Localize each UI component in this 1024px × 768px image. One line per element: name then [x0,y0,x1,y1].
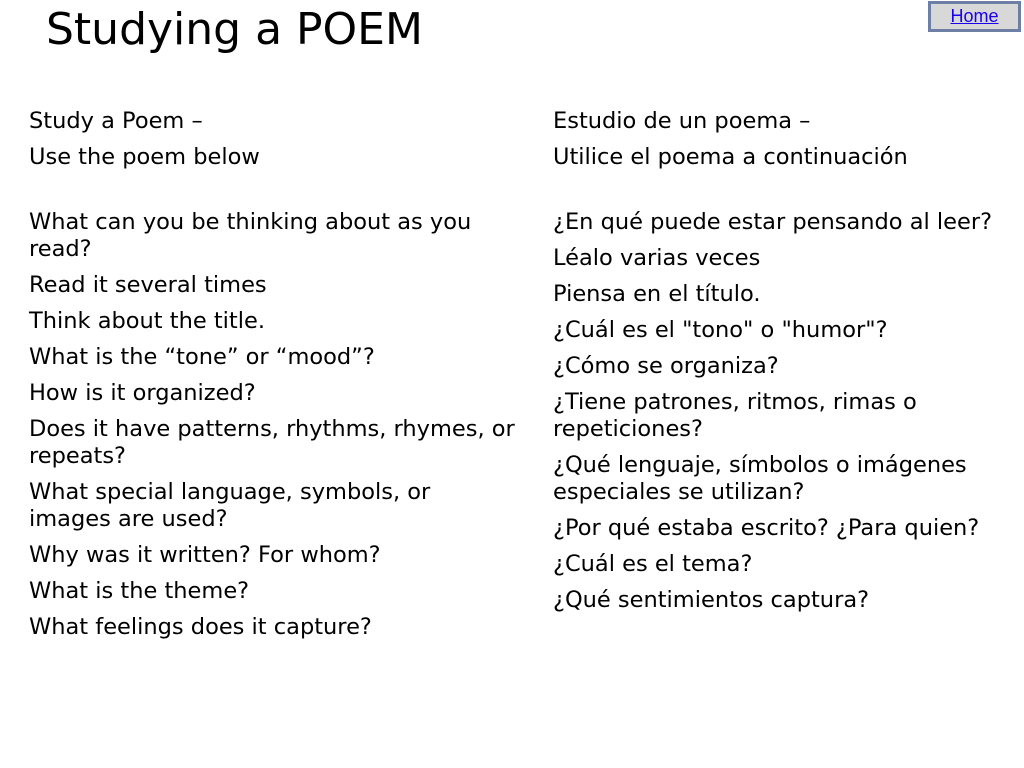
english-list-item: What can you be thinking about as you read? [29,209,472,262]
english-list-item: How is it organized? [29,380,256,406]
spanish-intro-line: Utilice el poema a continuación [553,144,908,170]
spanish-list-item: ¿Qué sentimientos captura? [553,587,870,613]
english-list-item: Why was it written? For whom? [29,542,381,568]
english-list-item: Read it several times [29,272,267,298]
english-intro-line: Use the poem below [29,144,260,170]
spanish-list-item: ¿En qué puede estar pensando al leer? [553,209,993,235]
english-list-item: What is the theme? [29,578,250,604]
english-list-item: Think about the title. [29,308,265,334]
home-link[interactable]: Home [950,6,999,26]
spanish-list-item: ¿Qué lenguaje, símbolos o imágenes especiales se utilizan? [553,452,967,505]
english-list-item: Does it have patterns, rhythms, rhymes, or repeats? [29,416,515,469]
english-list-item: What feelings does it capture? [29,614,372,640]
english-list-item: What is the “tone” or “mood”? [29,344,375,370]
english-list-item: What special language, symbols, or images are used? [29,479,431,532]
spanish-intro-line: Estudio de un poema – [553,108,811,134]
english-intro-line: Study a Poem – [29,108,203,134]
spanish-list-item: ¿Cómo se organiza? [553,353,779,379]
spanish-list-item: ¿Cuál es el "tono" o "humor"? [553,317,888,343]
spanish-list-item: Piensa en el título. [553,281,761,307]
spanish-list-item: Léalo varias veces [553,245,761,271]
slide-title: Studying a POEM [46,4,423,55]
home-button[interactable] [928,1,1021,32]
english-column [29,108,517,650]
spanish-list-item: ¿Cuál es el tema? [553,551,753,577]
spanish-column [553,108,1013,623]
spanish-list-item: ¿Tiene patrones, ritmos, rimas o repeticiones? [553,389,917,442]
spanish-list-item: ¿Por qué estaba escrito? ¿Para quien? [553,515,980,541]
